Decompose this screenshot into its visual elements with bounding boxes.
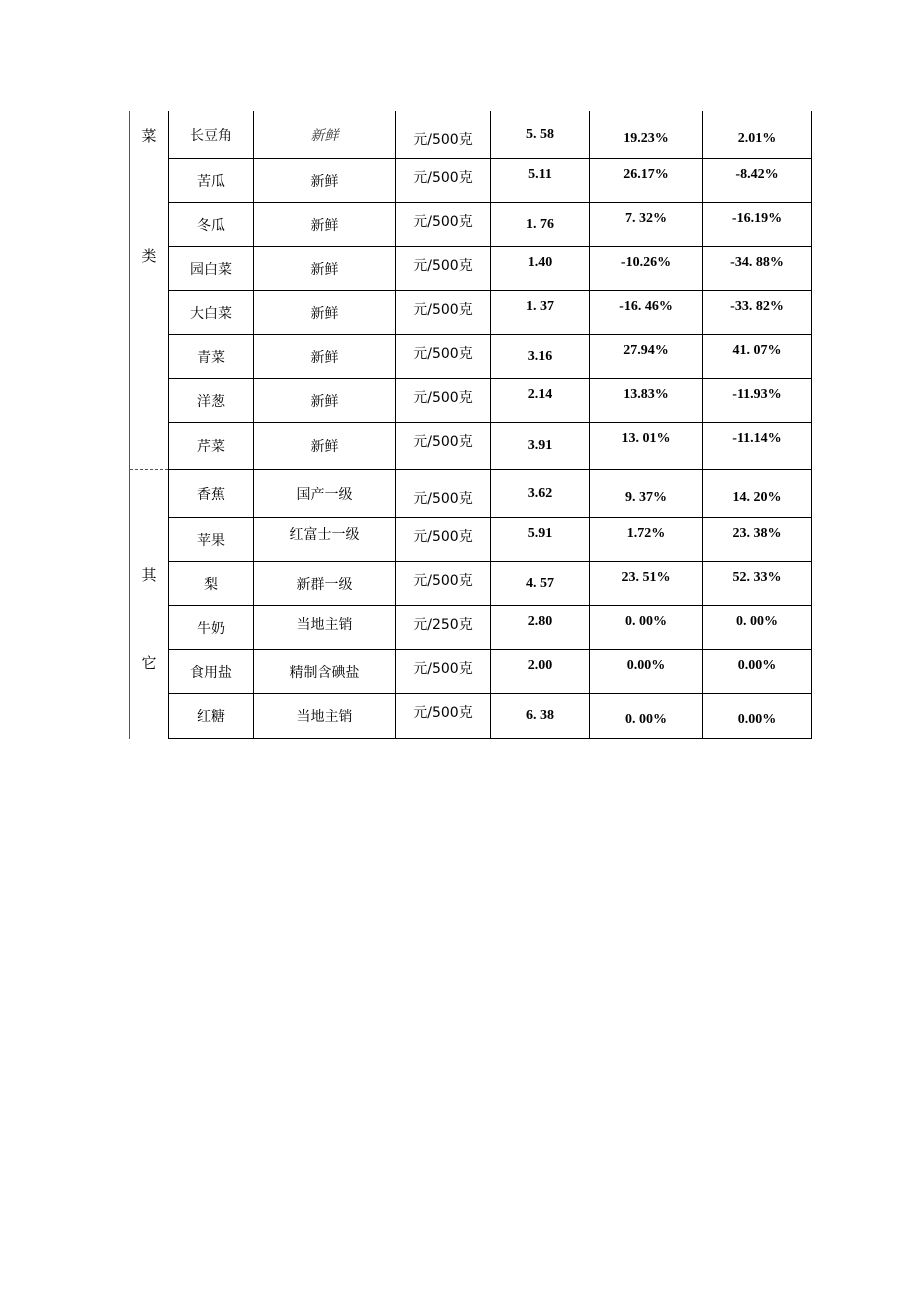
table-row	[130, 606, 812, 650]
item-price: 2.00	[491, 650, 590, 694]
table-row	[130, 247, 812, 291]
item-yoy: 13.83%	[590, 379, 703, 423]
category-cell-vegetables	[130, 111, 169, 470]
price-table	[129, 111, 812, 739]
table-row	[130, 470, 812, 518]
item-unit: 元/500克	[396, 562, 491, 606]
item-mom: 41. 07%	[703, 335, 812, 379]
item-spec: 新群一级	[254, 562, 396, 606]
table-row	[130, 291, 812, 335]
item-mom: 14. 20%	[703, 470, 812, 518]
item-unit: 元/500克	[396, 291, 491, 335]
item-price: 1. 76	[491, 203, 590, 247]
item-name: 长豆角	[169, 111, 254, 159]
item-yoy: 26.17%	[590, 159, 703, 203]
item-price: 1. 37	[491, 291, 590, 335]
item-spec: 新鲜	[254, 291, 396, 335]
item-unit: 元/500克	[396, 247, 491, 291]
item-name: 苹果	[169, 518, 254, 562]
item-yoy: 1.72%	[590, 518, 703, 562]
table-row	[130, 335, 812, 379]
category-cell-others	[130, 470, 169, 739]
item-mom: 2.01%	[703, 111, 812, 159]
item-unit: 元/500克	[396, 423, 491, 470]
table-row	[130, 111, 812, 159]
item-unit: 元/500克	[396, 379, 491, 423]
item-unit: 元/500克	[396, 650, 491, 694]
item-unit: 元/500克	[396, 203, 491, 247]
item-price: 5.91	[491, 518, 590, 562]
category-char: 其	[141, 566, 157, 584]
item-price: 3.16	[491, 335, 590, 379]
item-mom: 0. 00%	[703, 606, 812, 650]
item-mom: -34. 88%	[703, 247, 812, 291]
item-yoy: 9. 37%	[590, 470, 703, 518]
item-yoy: 7. 32%	[590, 203, 703, 247]
item-spec: 当地主销	[254, 694, 396, 739]
table-row	[130, 562, 812, 606]
item-mom: -11.14%	[703, 423, 812, 470]
item-unit: 元/500克	[396, 159, 491, 203]
item-unit: 元/500克	[396, 111, 491, 159]
item-spec: 新鲜	[254, 203, 396, 247]
item-name: 香蕉	[169, 470, 254, 518]
item-spec: 精制含碘盐	[254, 650, 396, 694]
item-mom: -8.42%	[703, 159, 812, 203]
item-mom: -16.19%	[703, 203, 812, 247]
item-mom: 0.00%	[703, 694, 812, 739]
item-yoy: -16. 46%	[590, 291, 703, 335]
item-yoy: -10.26%	[590, 247, 703, 291]
item-spec: 新鲜	[254, 423, 396, 470]
category-char: 类	[141, 247, 157, 265]
item-price: 3.62	[491, 470, 590, 518]
item-unit: 元/250克	[396, 606, 491, 650]
item-name: 冬瓜	[169, 203, 254, 247]
item-name: 食用盐	[169, 650, 254, 694]
item-spec: 新鲜	[254, 159, 396, 203]
item-yoy: 0.00%	[590, 650, 703, 694]
item-unit: 元/500克	[396, 470, 491, 518]
item-price: 1.40	[491, 247, 590, 291]
category-char: 它	[141, 654, 157, 672]
table-row	[130, 423, 812, 470]
item-spec: 国产一级	[254, 470, 396, 518]
item-spec: 新鲜	[254, 335, 396, 379]
item-price: 5.11	[491, 159, 590, 203]
table-row	[130, 203, 812, 247]
item-price: 4. 57	[491, 562, 590, 606]
table-row	[130, 379, 812, 423]
item-mom: -11.93%	[703, 379, 812, 423]
item-name: 青菜	[169, 335, 254, 379]
item-yoy: 27.94%	[590, 335, 703, 379]
item-unit: 元/500克	[396, 335, 491, 379]
table-row	[130, 159, 812, 203]
item-name: 苦瓜	[169, 159, 254, 203]
item-price: 2.14	[491, 379, 590, 423]
item-mom: 0.00%	[703, 650, 812, 694]
item-mom: 52. 33%	[703, 562, 812, 606]
item-unit: 元/500克	[396, 518, 491, 562]
table-row	[130, 650, 812, 694]
table-row	[130, 518, 812, 562]
item-name: 芹菜	[169, 423, 254, 470]
item-price: 2.80	[491, 606, 590, 650]
table-row	[130, 694, 812, 739]
item-name: 大白菜	[169, 291, 254, 335]
item-spec: 新鲜	[254, 247, 396, 291]
item-yoy: 0. 00%	[590, 606, 703, 650]
item-yoy: 19.23%	[590, 111, 703, 159]
item-mom: -33. 82%	[703, 291, 812, 335]
item-price: 6. 38	[491, 694, 590, 739]
item-yoy: 0. 00%	[590, 694, 703, 739]
category-char: 菜	[141, 127, 157, 145]
item-price: 3.91	[491, 423, 590, 470]
item-name: 园白菜	[169, 247, 254, 291]
item-spec: 当地主销	[254, 606, 396, 650]
item-price: 5. 58	[491, 111, 590, 159]
item-spec: 新鲜	[254, 379, 396, 423]
item-name: 红糖	[169, 694, 254, 739]
item-spec: 红富士一级	[254, 518, 396, 562]
item-name: 洋葱	[169, 379, 254, 423]
item-mom: 23. 38%	[703, 518, 812, 562]
item-spec: 新鲜	[254, 111, 396, 159]
item-yoy: 23. 51%	[590, 562, 703, 606]
item-name: 梨	[169, 562, 254, 606]
item-yoy: 13. 01%	[590, 423, 703, 470]
item-name: 牛奶	[169, 606, 254, 650]
item-unit: 元/500克	[396, 694, 491, 739]
